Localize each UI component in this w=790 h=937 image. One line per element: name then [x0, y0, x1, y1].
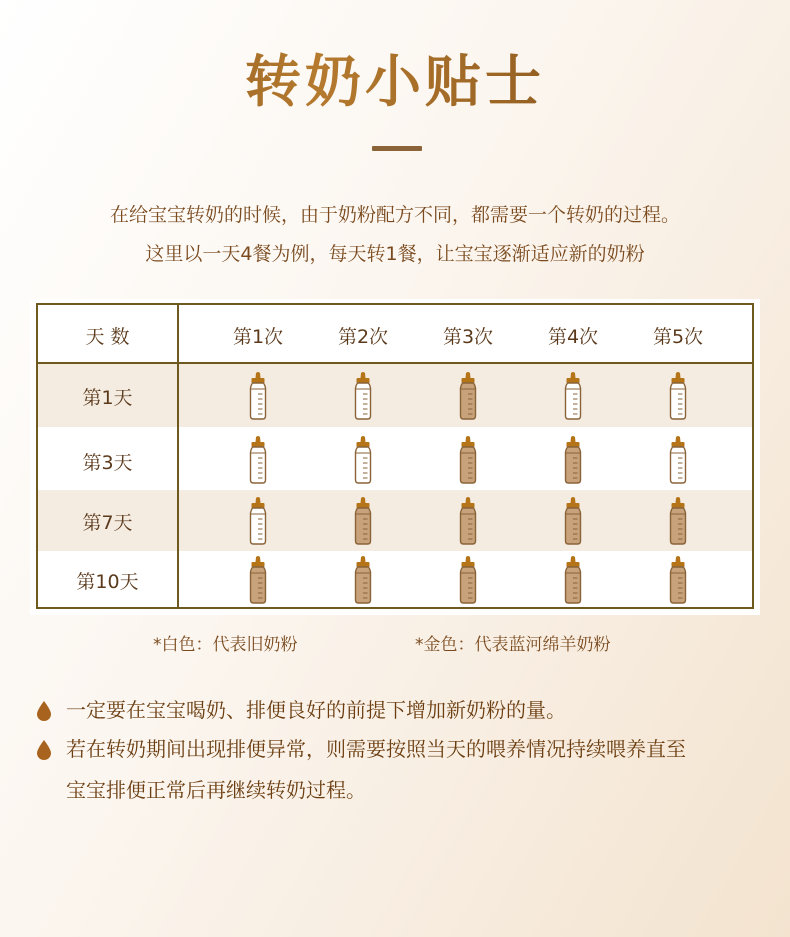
bottle-white-icon — [248, 436, 268, 484]
table-header-divider — [36, 362, 754, 364]
table-column-divider — [177, 303, 179, 609]
tip-1-text: 一定要在宝宝喝奶、排便良好的前提下增加新奶粉的量。 — [66, 698, 566, 722]
table-row-day: 第1天 — [82, 387, 133, 409]
bottle-gold-icon — [458, 436, 478, 484]
bottle-gold-icon — [458, 372, 478, 420]
legend-gold: *金色：代表蓝河绵羊奶粉 — [415, 635, 611, 655]
table-header-col: 第1次 — [232, 326, 284, 348]
tip-2-line-2: 宝宝排便正常后再继续转奶过程。 — [66, 778, 366, 802]
droplet-icon — [37, 740, 51, 760]
bottle-white-icon — [563, 372, 583, 420]
bottle-gold-icon — [668, 556, 688, 604]
table-row-day: 第7天 — [82, 512, 133, 534]
table-row-day: 第10天 — [76, 571, 139, 593]
table-header-col: 第2次 — [337, 326, 389, 348]
bottle-white-icon — [353, 436, 373, 484]
bottle-gold-icon — [563, 556, 583, 604]
bottle-white-icon — [248, 497, 268, 545]
table-header-col: 第5次 — [652, 326, 704, 348]
bottle-gold-icon — [563, 497, 583, 545]
bottle-gold-icon — [353, 497, 373, 545]
table-row-day: 第3天 — [82, 452, 133, 474]
table-header-col: 第4次 — [547, 326, 599, 348]
bottle-gold-icon — [458, 556, 478, 604]
table-header-col: 第3次 — [442, 326, 494, 348]
bottle-white-icon — [668, 436, 688, 484]
intro-line-1: 在给宝宝转奶的时候，由于奶粉配方不同，都需要一个转奶的过程。 — [109, 204, 680, 226]
table-header-days: 天 数 — [85, 326, 130, 348]
bottle-gold-icon — [563, 436, 583, 484]
page-title: 转奶小贴士 — [0, 38, 790, 118]
bottle-white-icon — [248, 372, 268, 420]
bottle-gold-icon — [248, 556, 268, 604]
legend-white: *白色：代表旧奶粉 — [153, 635, 298, 655]
bottle-gold-icon — [458, 497, 478, 545]
bottle-white-icon — [353, 372, 373, 420]
title-divider — [372, 146, 422, 151]
tip-2-line-1: 若在转奶期间出现排便异常，则需要按照当天的喂养情况持续喂养直至 — [66, 737, 686, 761]
bottle-gold-icon — [353, 556, 373, 604]
intro-line-2: 这里以一天4餐为例，每天转1餐，让宝宝逐渐适应新的奶粉 — [145, 243, 645, 265]
bottle-gold-icon — [668, 497, 688, 545]
bottle-white-icon — [668, 372, 688, 420]
droplet-icon — [37, 701, 51, 721]
